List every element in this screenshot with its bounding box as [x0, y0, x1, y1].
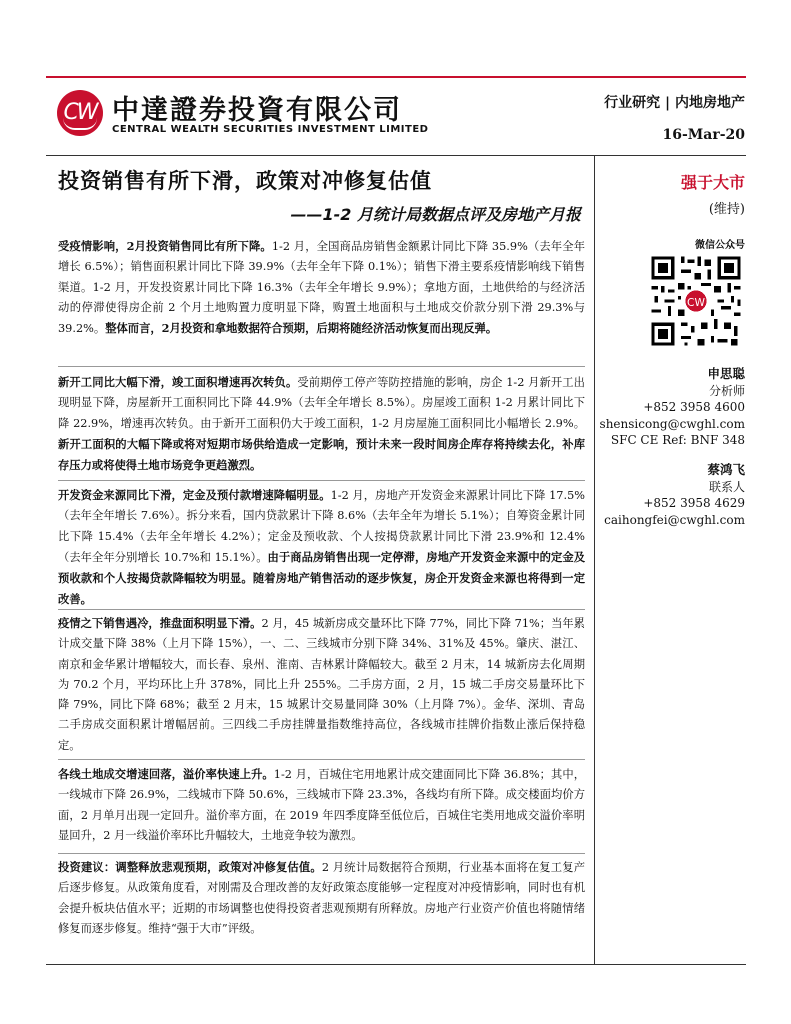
logo-text: CW — [63, 100, 97, 125]
paragraph-body: 2 月统计局数据符合预期，行业基本面将在复工复产后逐步修复。从政策角度看，对刚需及合理改善的友好政策态度能够一定程度对冲疫情影响，同时也有机会提升板块估值水平；近期的市场调整也使得投资者悲观预期有所释放。房地产行业资产价值也将随情绪修复而逐步修复。维持“强于大市”评级。 — [58, 861, 585, 935]
paragraph-lead: 各线土地成交增速回落，溢价率快速上升。 — [58, 767, 274, 781]
analyst-ref: SFC CE Ref: BNF 348 — [610, 433, 745, 447]
header-divider — [46, 155, 746, 156]
report-category: 行业研究 | 内地房地产 — [604, 95, 745, 111]
paragraph-body: 1-2 月，全国商品房销售金额累计同比下降 35.9%（去年全年增长 6.5%）；销售面积累计同比下降 39.9%（去年全年下降 0.1%）；销售下滑主要系疫情影响线下销售渠道。1-2 月，开发投资累计同比下降 16.3%（去年全年增长 9.9%）；拿地方面，土地供给的与经济活动的停滞使得房企前 2 个月土地购置力度明显下降，购置土地面积与土地成交价款分别下滑 29.3%与 39.2%。 — [58, 240, 585, 336]
rating: 强于大市 — [680, 173, 745, 192]
paragraph-lead: 投资建议：调整释放悲观预期，政策对冲修复估值。 — [58, 860, 322, 874]
section-divider — [58, 366, 585, 367]
section-divider — [58, 609, 585, 610]
paragraph-conclusion: 由于商品房销售出现一定停滞，房地产开发资金来源中的定金及预收款和个人按揭贷款降幅较为明显。随着房地产销售活动的逐步恢复，房企开发资金来源也将得到一定改善。 — [58, 549, 585, 607]
paragraph-conclusion: 整体而言，2月投资和拿地数据符合预期，后期将随经济活动恢复而出现反弹。 — [105, 321, 498, 336]
paragraph-lead: 疫情之下销售遇冷，推盘面积明显下滑。 — [58, 616, 262, 630]
analyst-phone: +852 3958 4600 — [643, 400, 745, 414]
header-top-rule — [46, 76, 746, 78]
paragraph-funding — [58, 485, 585, 611]
company-logo — [57, 90, 103, 136]
report-date: 16-Mar-20 — [662, 127, 745, 143]
contact-card — [604, 462, 745, 528]
column-divider — [594, 156, 595, 964]
paragraph-lead: 开发资金来源同比下滑，定金及预付款增速降幅明显。 — [58, 488, 331, 502]
contact-role: 联系人 — [708, 479, 745, 494]
paragraph-lead: 新开工同比大幅下滑，竣工面积增速再次转负。 — [58, 375, 298, 389]
paragraph-sales — [58, 236, 585, 339]
section-divider — [58, 480, 585, 481]
contact-name: 蔡鸿飞 — [707, 462, 745, 477]
paragraph-body: 1-2 月，百城住宅用地累计成交建面同比下降 36.8%；其中，一线城市下降 26.9%，二线城市下降 50.6%，三线城市下降 23.3%，各线均有所下降。成交楼面均价方面，2 月单月出现一定回升。溢价率方面，在 2019 年四季度降至低位后，百城住宅类用地成交溢价率明显回升，2 月一线溢价率环比升幅较大，土地竞争较为激烈。 — [58, 768, 585, 842]
analyst-card — [600, 366, 745, 449]
paragraph-construction — [58, 372, 585, 476]
logo-swoosh-icon — [63, 118, 97, 130]
rating-note: (维持) — [708, 202, 745, 217]
paragraph-housing-market — [58, 613, 585, 756]
section-divider — [58, 759, 585, 760]
analyst-email[interactable]: shensicong@cwghl.com — [599, 416, 745, 431]
paragraph-body: 受前期停工停产等防控措施的影响，房企 1-2 月新开工出现明显下降，房屋新开工面积同比下降 44.9%（去年全年增长 8.5%）。房屋竣工面积 1-2 月累计同比下降 22.9%，增速再次转负。由于新开工面积仍大于竣工面积，1-2 月房屋施工面积同比小幅增长 2.9%。 — [58, 376, 585, 430]
paragraph-body: 2 月，45 城新房成交量环比下降 77%，同比下降 71%；当年累计成交量下降 38%（上月下降 15%），一、二、三线城市分别下降 34%、31%及 45%。肇庆、湛江、南京和金华累计增幅较大，而长春、泉州、淮南、吉林累计降幅较大。截至 2 月末，14 城新房去化周期为 70.2 个月，平均环比上升 378%，同比上升 255%。二手房方面，2 月，15 城二手房交易量环比下降 79%，同比下降 68%；截至 2 月末，15 城累计交易量同降 30%（上月降 7%）。金华、深圳、青岛二手房成交面积累计增幅居前。三四线二手房挂牌量指数维持高位，各线城市挂牌价指数止涨后保持稳定。 — [58, 617, 585, 752]
wechat-qr-code-icon — [648, 253, 744, 349]
report-title: 投资销售有所下滑，政策对冲修复估值 — [58, 169, 432, 193]
paragraph-land-market — [58, 764, 585, 846]
footer-rule — [46, 964, 746, 965]
analyst-name: 申思聪 — [707, 366, 745, 381]
company-name-en: CENTRAL WEALTH SECURITIES INVESTMENT LIMITED — [112, 124, 429, 135]
paragraph-conclusion: 新开工面积的大幅下降或将对短期市场供给造成一定影响，预计未来一段时间房企库存将持续去化，补库存压力或将使得土地市场竞争更趋激烈。 — [58, 436, 585, 473]
analyst-role: 分析师 — [708, 383, 745, 398]
svg-text:CW: CW — [687, 296, 705, 309]
contact-email[interactable]: caihongfei@cwghl.com — [604, 512, 745, 527]
company-name-cn: 中達證券投資有限公司 — [112, 95, 402, 126]
report-subtitle: ——1-2 月统计局数据点评及房地产月报 — [290, 205, 581, 224]
paragraph-lead: 受疫情影响，2月投资销售同比有所下降。 — [58, 239, 272, 253]
paragraph-investment-advice — [58, 857, 585, 939]
paragraph-body: 1-2 月，房地产开发资金来源累计同比下降 17.5%（去年全年增长 7.6%）。拆分来看，国内贷款累计下降 8.6%（去年全年为增长 5.1%）；自筹资金累计同比下降 15.4%（去年全年增长 4.2%）；定金及预收款、个人按揭贷款累计同比下滑 23.9%和 12.4%（去年全年分别增长 10.7%和 15.1%）。 — [58, 489, 585, 564]
section-divider — [58, 853, 585, 854]
wechat-label: 微信公众号 — [695, 240, 745, 251]
contact-phone: +852 3958 4629 — [643, 496, 745, 510]
